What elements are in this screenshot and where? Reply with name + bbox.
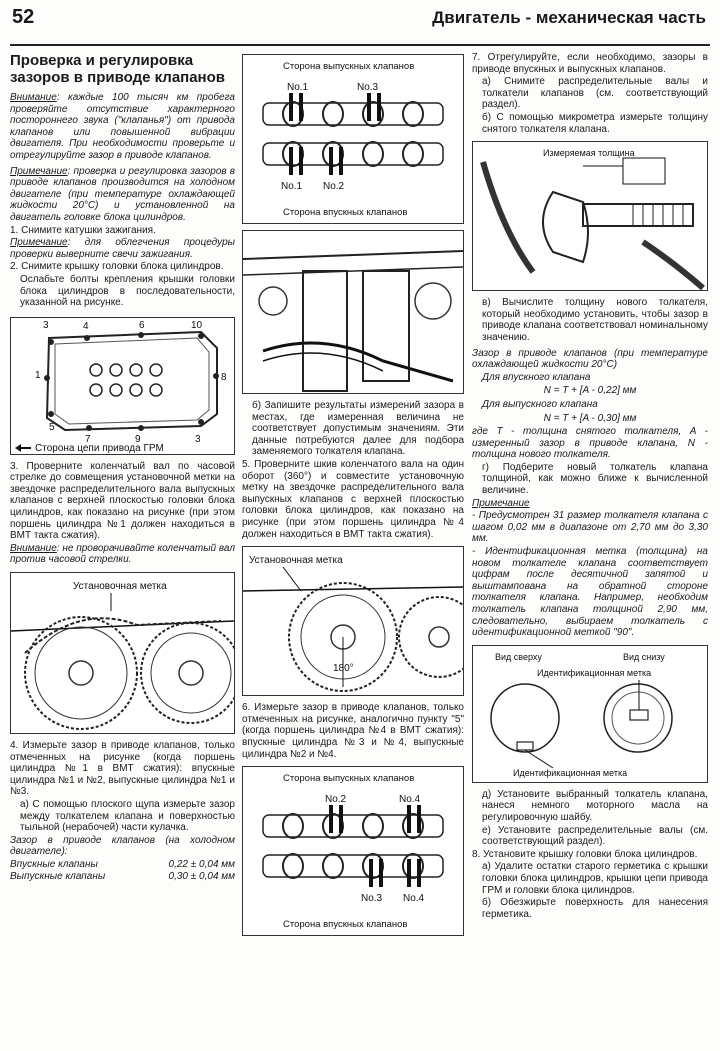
note2-text: : для облегчения процедуры проверки выверните свечи зажигания. bbox=[10, 237, 235, 260]
sprocket-diagram bbox=[11, 573, 234, 733]
tappet-figure bbox=[472, 645, 708, 783]
sprocket-label: Установочная метка bbox=[73, 581, 167, 593]
attention-text: : каждые 100 тысяч км пробега проверяйте отсутствие характерного постороннего звука ("клапанья") от привода клапанов или повышенной вибрации двигателя. При необходимости проверьте и отрегулируйте зазор в приводе клапанов. bbox=[10, 92, 235, 161]
spec-exhaust-row bbox=[10, 871, 235, 883]
tappet-top-view-label: Вид сверху bbox=[495, 651, 542, 662]
fig2-mark: No.2 bbox=[325, 794, 347, 806]
fig2-mark: No.4 bbox=[399, 794, 421, 806]
valve-figure-2 bbox=[242, 766, 464, 936]
attention-label: Внимание bbox=[10, 92, 57, 103]
fig2-mark: No.3 bbox=[361, 893, 383, 905]
sprocket-figure bbox=[10, 572, 235, 734]
tappet-id-mark-label: Идентификационная метка bbox=[537, 667, 652, 678]
micrometer-label: Измеряемая толщина bbox=[543, 148, 635, 159]
micrometer-diagram bbox=[473, 142, 707, 290]
intake-heading: Для впускного клапана bbox=[482, 371, 591, 383]
attention2-paragraph bbox=[10, 543, 235, 566]
step-8b: б) Обезжирьте поверхность для нанесения герметика. bbox=[482, 897, 708, 920]
step-7a: а) Снимите распределительные валы и толкатели клапанов (см. соответствующий раздел). bbox=[482, 76, 708, 111]
note-label: Примечание bbox=[472, 497, 530, 509]
camshaft-top-view-2 bbox=[243, 767, 463, 935]
sprocket2-label: Установочная метка bbox=[249, 555, 343, 567]
step-7e: д) Установите выбранный толкатель клапана, нанеся немного моторного масла на регулировочную шайбу. bbox=[482, 788, 708, 823]
sprocket-diagram-2 bbox=[243, 547, 463, 695]
header-rule bbox=[10, 44, 710, 46]
feeler-gauge-diagram bbox=[243, 231, 463, 393]
step-7c: в) Вычислите толщину нового толкателя, который необходимо установить, чтобы зазор в приводе клапана соответствовал номинальному значению. bbox=[482, 297, 708, 343]
step-2-detail: Ослабьте болты крепления крышки головки блока цилиндров в последовательности, указанной на рисунке. bbox=[20, 273, 235, 309]
step-5: 5. Проверните шкив коленчатого вала на один оборот (360°) и совместите установочную метку на звездочке распределительного вала выпускных клапанов с верхней плоскостью головки блока цилиндров, как показано на рисунке (при этом поршень цилиндра №4 должен находиться в ВМТ такта сжатия). bbox=[242, 458, 464, 540]
step-7: 7. Отрегулируйте, если необходимо, зазоры в приводе впускных и выпускных клапанов. bbox=[472, 52, 708, 75]
cover-diagram bbox=[11, 318, 234, 454]
fig1-mark: No.2 bbox=[323, 181, 345, 192]
fig2-mark: No.4 bbox=[403, 893, 425, 905]
sprocket-figure-2 bbox=[242, 546, 464, 696]
note-b: - Идентификационная метка (толщина) на новом толкателе клапана соответствует цифрам после десятичной запятой и выштампована на обратной стороне толкателя клапана. Например, необходим толкатель клапана толщиной 2,90 мм, следовательно, выбираем толкатель с идентификационной меткой "90". bbox=[472, 546, 708, 639]
step-7d: г) Подберите новый толкатель клапана толщиной, как можно ближе к вычисленной величине. bbox=[482, 461, 708, 497]
attention2-label: Внимание bbox=[10, 542, 57, 554]
intake-formula: N = T + [A - 0,22] мм bbox=[543, 385, 637, 397]
exhaust-heading: Для выпускного клапана bbox=[482, 398, 598, 410]
tappet-id-mark-label: Идентификационная метка bbox=[513, 767, 628, 778]
bolt-number: 6 bbox=[139, 319, 145, 331]
left-column bbox=[10, 52, 235, 882]
bolt-number: 1 bbox=[35, 369, 41, 381]
note2-paragraph bbox=[10, 237, 235, 260]
note-a: - Предусмотрен 31 размер толкателя клапана с шагом 0,02 мм в диапазоне от 2,70 мм до 3,30 мм. bbox=[472, 510, 708, 545]
fig1-mark: No.1 bbox=[287, 82, 309, 93]
attention2-text: : не проворачивайте коленчатый вал против часовой стрелки. bbox=[10, 542, 235, 566]
attention-paragraph bbox=[10, 92, 235, 162]
right-column bbox=[472, 52, 708, 921]
formula-legend: где T - толщина снятого толкателя, A - измеренный зазор в приводе клапана, N - толщина нового толкателя. bbox=[472, 426, 708, 461]
tappet-diagram bbox=[473, 646, 707, 782]
note1-label: Примечание bbox=[10, 165, 68, 177]
step-3: 3. Проверните коленчатый вал по часовой стрелке до совмещения установочной метки на звездочке распределительного вала выпускных клапанов с верхней плоскостью головки блока цилиндров, как показано на рисунке (при этом поршень цилиндра №1 должен находиться в ВМТ такта сжатия). bbox=[10, 460, 235, 542]
spec-intake-row bbox=[10, 859, 235, 871]
micrometer-figure bbox=[472, 141, 708, 291]
fig2-bottom-label: Сторона впускных клапанов bbox=[283, 919, 408, 931]
step-2: 2. Снимите крышку головки блока цилиндров. bbox=[10, 261, 224, 273]
camshaft-top-view bbox=[243, 55, 463, 223]
section-title: Проверка и регулировка зазоров в приводе клапанов bbox=[10, 52, 226, 86]
step-8a: а) Удалите остатки старого герметика с крышки головки блока цилиндров, крышки цепи привода ГРМ и головки блока цилиндров. bbox=[482, 861, 708, 896]
spec-title: Зазор в приводе клапанов (на холодном двигателе): bbox=[10, 834, 235, 858]
spec-exhaust-value: 0,30 ± 0,04 мм bbox=[168, 870, 235, 882]
step-1: 1. Снимите катушки зажигания. bbox=[10, 224, 156, 236]
bolt-number: 4 bbox=[83, 320, 89, 332]
tappet-bottom-view-label: Вид снизу bbox=[623, 651, 665, 662]
step-4b: б) Запишите результаты измерений зазора в местах, где измеренная величина не соответствует допустимым значениям. Эти данные потребуются далее для подбора заменяемого толкателя клапана. bbox=[252, 400, 464, 458]
fig1-bottom-label: Сторона впускных клапанов bbox=[283, 207, 408, 218]
bolt-number: 9 bbox=[135, 433, 141, 445]
bolt-number: 7 bbox=[85, 433, 91, 445]
note2-label: Примечание bbox=[10, 237, 68, 249]
fig1-mark: No.3 bbox=[357, 82, 379, 93]
fig1-mark: No.1 bbox=[281, 181, 303, 192]
note1-text: : проверка и регулировка зазоров в приводе клапанов производится на холодном двигателе (при температуре охлаждающей жидкости 20°С) и установленной на двигатель головке блока цилиндров. bbox=[10, 165, 235, 223]
note1-paragraph bbox=[10, 166, 235, 224]
fig1-top-label: Сторона выпускных клапанов bbox=[283, 61, 415, 72]
step-6: 6. Измерьте зазор в приводе клапанов, только отмеченных на рисунке, аналогично пункту "5" (когда поршень цилиндра №4 в ВМТ сжатия): впускные цилиндра №3 и №4, выпускные цилиндра №2 и №4. bbox=[242, 702, 464, 760]
feeler-gauge-figure bbox=[242, 230, 464, 394]
middle-column bbox=[242, 52, 464, 942]
temp-note: Зазор в приводе клапанов (при температуре охлаждающей жидкости 20°С) bbox=[472, 347, 708, 371]
angle-label: 180° bbox=[333, 663, 354, 675]
bolt-number: 10 bbox=[191, 319, 203, 331]
fig2-top-label: Сторона выпускных клапанов bbox=[283, 773, 415, 785]
page-number: 52 bbox=[12, 6, 35, 28]
step-7b: б) С помощью микрометра измерьте толщину снятого толкателя клапана. bbox=[482, 111, 708, 135]
spec-intake-value: 0,22 ± 0,04 мм bbox=[168, 858, 235, 870]
running-title: Двигатель - механическая часть bbox=[432, 8, 706, 27]
spec-intake-label: Впускные клапаны bbox=[10, 858, 98, 870]
cover-bolt-figure bbox=[10, 317, 235, 455]
spec-exhaust-label: Выпускные клапаны bbox=[10, 870, 106, 882]
bolt-number: 3 bbox=[195, 433, 201, 445]
step-4a: а) С помощью плоского щупа измерьте зазор между толкателем клапана и поверхностью тыльной (нерабочей) части кулачка. bbox=[20, 799, 235, 834]
bolt-number: 5 bbox=[49, 421, 55, 433]
bolt-number: 3 bbox=[43, 319, 49, 331]
exhaust-formula: N = T + [A - 0,30] мм bbox=[543, 412, 637, 424]
cover-caption: Сторона цепи привода ГРМ bbox=[35, 442, 164, 454]
step-8: 8. Установите крышку головки блока цилиндров. bbox=[472, 848, 698, 860]
step-4: 4. Измерьте зазор в приводе клапанов, только отмеченных на рисунке (когда поршень цилиндра №1 в ВМТ сжатия): впускные цилиндра №1 и №2, выпускные цилиндра №1 и №3. bbox=[10, 740, 235, 798]
bolt-number: 8 bbox=[221, 371, 227, 383]
valve-figure-1 bbox=[242, 54, 464, 224]
step-7f: е) Установите распределительные валы (см. соответствующий раздел). bbox=[482, 824, 708, 848]
